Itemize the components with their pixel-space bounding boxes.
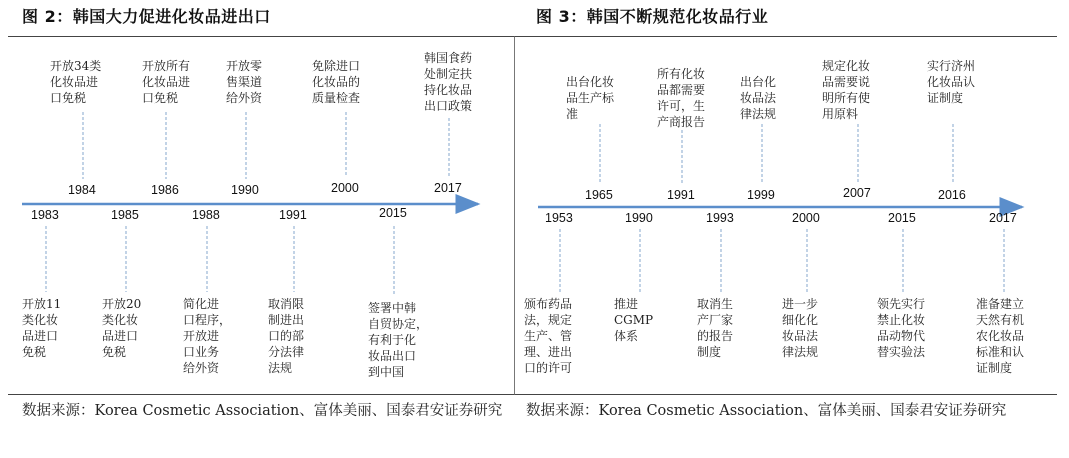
figure-3-year-label: 1953 <box>545 211 573 225</box>
figure-2-year-label: 1984 <box>68 183 96 197</box>
figure-3-year-label: 2017 <box>989 211 1017 225</box>
figure-2-year-label: 1986 <box>151 183 179 197</box>
figure-3-source: 数据来源：Korea Cosmetic Association、富体美丽、国泰君安证券研究 <box>526 403 1007 419</box>
figure-2-event-bottom: 开放20 类化妆 品进口 免税 <box>102 297 142 359</box>
figure-2-source: 数据来源：Korea Cosmetic Association、富体美丽、国泰君安证券研究 <box>22 403 503 419</box>
figure-3-event-bottom: 颁布药品 法，规定 生产、管 理、进出 口的许可 <box>524 297 573 375</box>
figure-2-panel <box>0 0 514 458</box>
figure-3-panel <box>514 0 1069 458</box>
figure-2-year-label: 2017 <box>434 181 462 195</box>
figure-3-event-top: 出台化 妆品法 律法规 <box>740 75 777 121</box>
figure-3-event-bottom: 推进 CGMP 体系 <box>614 297 654 343</box>
figure-2-event-bottom: 取消限 制进出 口的部 分法律 法规 <box>268 297 305 375</box>
figure-3-event-bottom: 进一步 细化化 妆品法 律法规 <box>782 297 819 359</box>
figure-3-event-bottom: 准备建立 天然有机 农化妆品 标准和认 证制度 <box>976 297 1025 375</box>
figure-3-year-label: 1999 <box>747 188 775 202</box>
figure-3-year-label: 1991 <box>667 188 695 202</box>
figure-2-event-top: 免除进口 化妆品的 质量检查 <box>312 59 361 105</box>
figure-2-event-bottom: 签署中韩 自贸协定， 有利于化 妆品出口 到中国 <box>368 301 429 379</box>
figure-3-year-label: 2007 <box>843 186 871 200</box>
figure-2-title: 图 2：韩国大力促进化妆品进出口 <box>22 7 271 26</box>
figure-2-year-label: 1991 <box>279 208 307 222</box>
figure-3-year-label: 2016 <box>938 188 966 202</box>
figure-3-event-bottom: 领先实行 禁止化妆 品动物代 替实验法 <box>877 297 926 359</box>
figure-3-title: 图 3：韩国不断规范化妆品行业 <box>536 7 769 26</box>
figure-3-year-label: 2000 <box>792 211 820 225</box>
figure-3-year-label: 2015 <box>888 211 916 225</box>
figure-2-event-top: 开放所有 化妆品进 口免税 <box>142 59 191 105</box>
figure-2-year-label: 2015 <box>379 206 407 220</box>
figure-3-year-label: 1990 <box>625 211 653 225</box>
figure-2-event-top: 开放34类 化妆品进 口免税 <box>50 59 102 105</box>
figure-2-event-top: 韩国食药 处制定扶 持化妆品 出口政策 <box>424 51 473 113</box>
figure-3-year-label: 1965 <box>585 188 613 202</box>
figure-2-year-label: 1988 <box>192 208 220 222</box>
figure-2-year-label: 2000 <box>331 181 359 195</box>
figure-3-year-label: 1993 <box>706 211 734 225</box>
figure-2-event-bottom: 简化进 口程序， 开放进 口业务 给外资 <box>183 297 232 375</box>
figure-3-event-top: 所有化妆 品都需要 许可，生 产商报告 <box>657 67 706 129</box>
figure-2-year-label: 1985 <box>111 208 139 222</box>
figure-3-event-top: 实行济州 化妆品认 证制度 <box>927 59 976 105</box>
figure-3-event-top: 出台化妆 品生产标 准 <box>566 75 615 121</box>
figure-2-year-label: 1983 <box>31 208 59 222</box>
figure-2-event-bottom: 开放11 类化妆 品进口 免税 <box>22 297 62 359</box>
figure-2-year-label: 1990 <box>231 183 259 197</box>
figure-3-event-bottom: 取消生 产厂家 的报告 制度 <box>697 297 734 359</box>
figure-2-event-top: 开放零 售渠道 给外资 <box>226 59 263 105</box>
figure-3-event-top: 规定化妆 品需要说 明所有使 用原料 <box>822 59 871 121</box>
